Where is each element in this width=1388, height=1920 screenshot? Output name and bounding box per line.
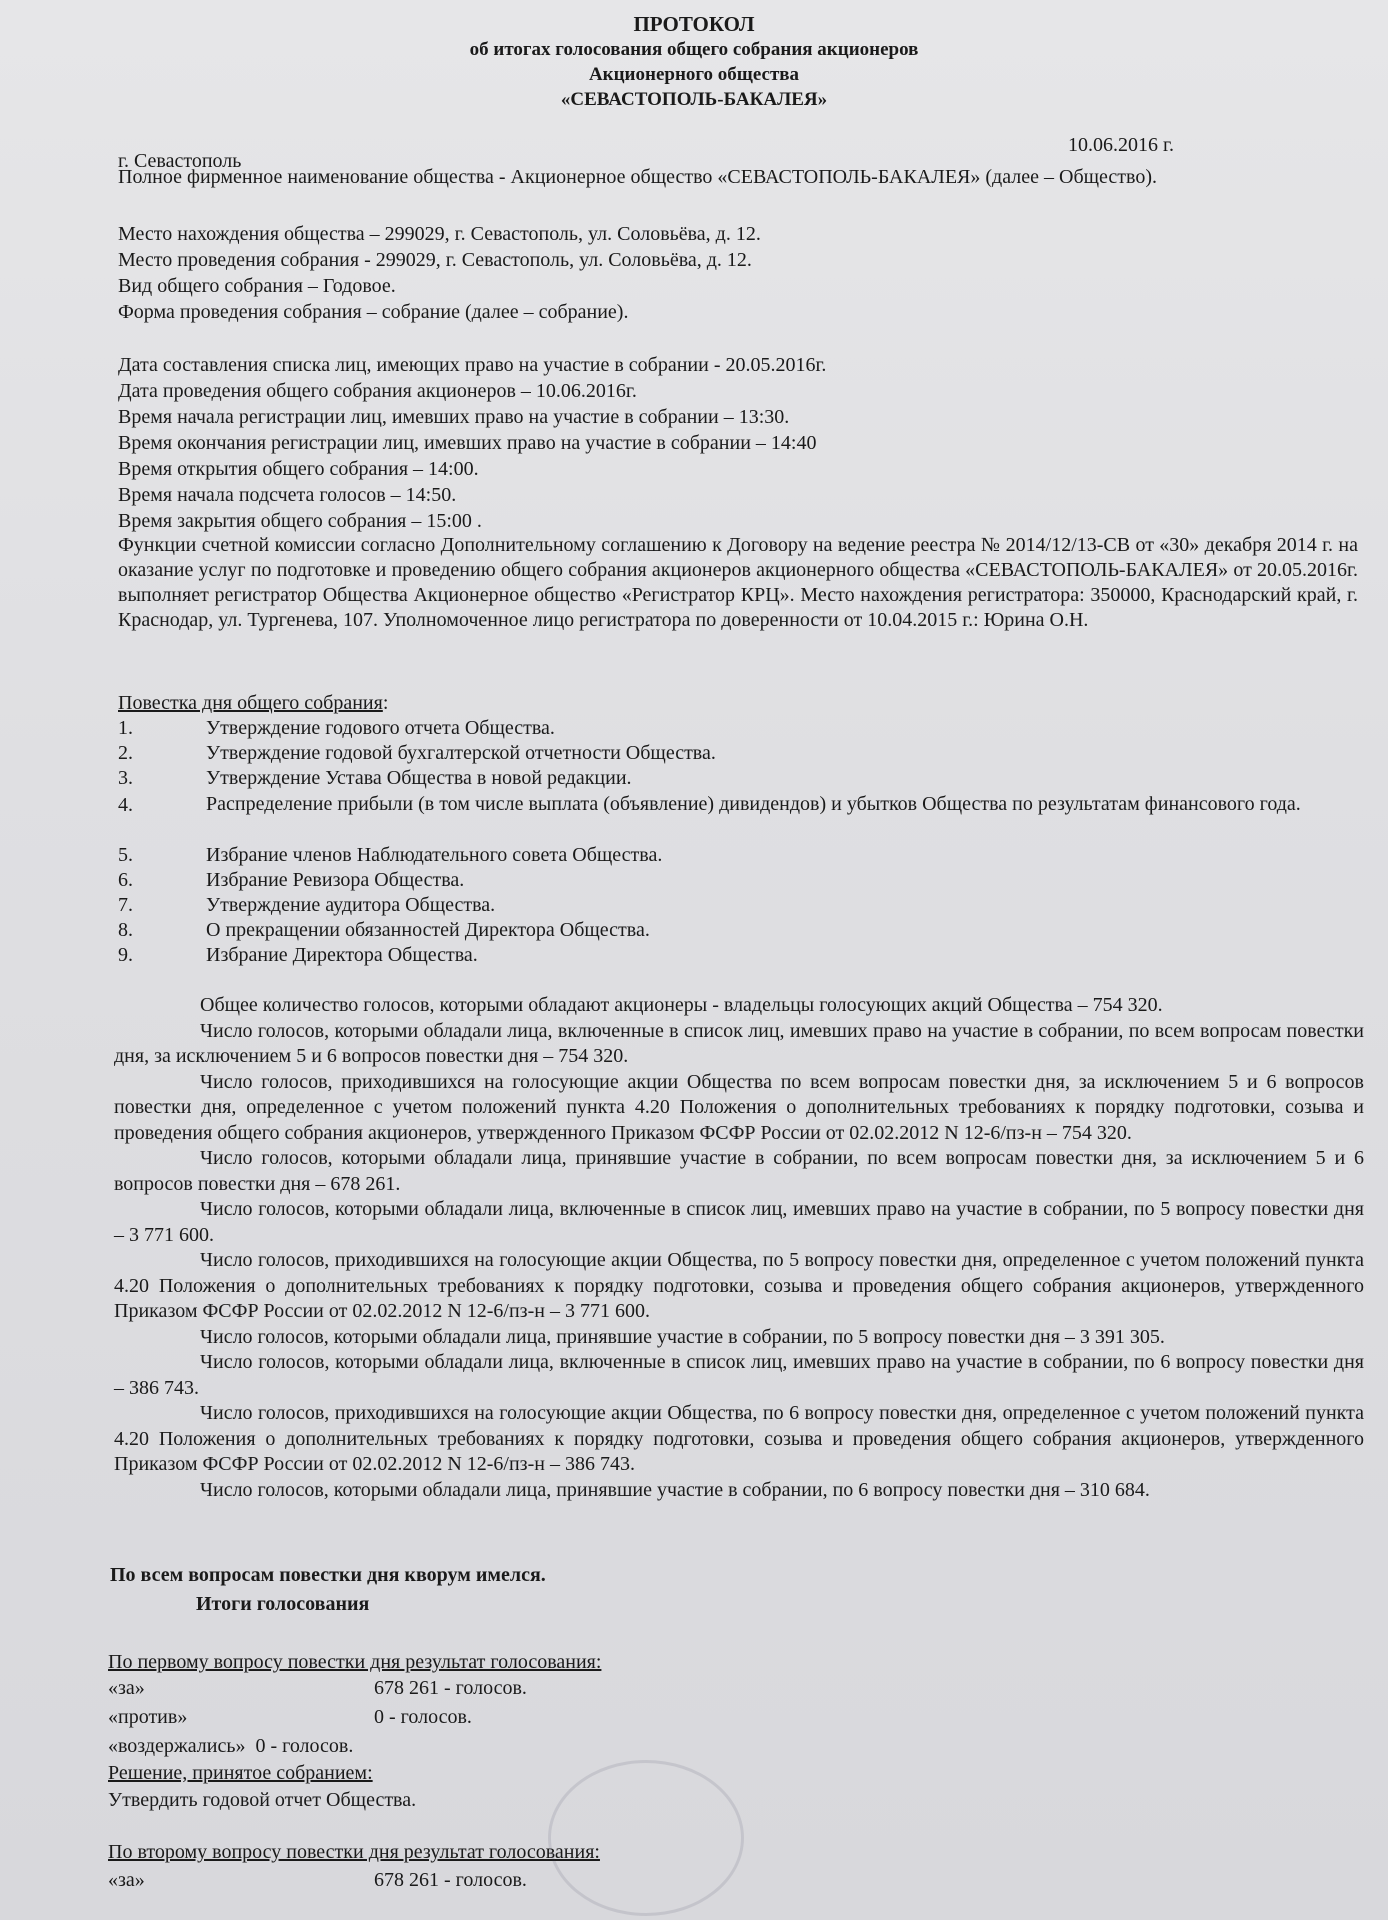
agenda-item-text: Избрание членов Наблюдательного совета Общества. — [206, 844, 663, 866]
agenda-item-number: 6. — [118, 869, 133, 891]
times-line: Время окончания регистрации лиц, имевших право на участие в собрании – 14:40 — [118, 432, 817, 454]
quorum-paragraph: Число голосов, которыми обладали лица, принявшие участие в собрании, по всем вопросам повестки дня, за исключением 5 и 6 вопросов повестки дня – 678 261. — [114, 1147, 1364, 1195]
q1-decision-heading: Решение, принятое собранием: — [108, 1762, 373, 1784]
q2-heading: По второму вопросу повестки дня результат голосования: — [108, 1841, 600, 1863]
q1-for-value: 678 261 - голосов. — [374, 1677, 527, 1699]
agenda-item-number: 2. — [118, 742, 133, 764]
q1-abstain-value: 0 - голосов. — [255, 1735, 354, 1757]
document-subtitle: об итогах голосования общего собрания акционеров — [469, 39, 919, 60]
meeting-form: Форма проведения собрания – собрание (далее – собрание). — [118, 301, 629, 323]
times-line: Время открытия общего собрания – 14:00. — [118, 458, 479, 480]
quorum-paragraph: Общее количество голосов, которыми обладают акционеры - владельцы голосующих акций Общества – 754 320. — [200, 994, 1163, 1016]
quorum-paragraph: Число голосов, которыми обладали лица, включенные в список лиц, имевших право на участие в собрании, по 6 вопросу повестки дня – 386 743. — [114, 1351, 1364, 1399]
company-type: Акционерного общества — [588, 64, 800, 85]
full-company-name: Полное фирменное наименование общества - Акционерное общество «СЕВАСТОПОЛЬ-БАКАЛЕЯ» (далее – Общество). — [118, 166, 1157, 188]
agenda-item-text: Избрание Директора Общества. — [206, 944, 478, 966]
agenda-list — [118, 715, 1368, 975]
q1-for-label: «за» — [108, 1677, 145, 1699]
agenda-heading-text: Повестка дня общего собрания — [118, 692, 383, 714]
faint-stamp-mark — [548, 1760, 744, 1916]
q2-for-label: «за» — [108, 1869, 145, 1891]
agenda-heading — [118, 690, 388, 716]
quorum-paragraph: Число голосов, приходившихся на голосующие акции Общества по всем вопросам повестки дня, за исключением 5 и 6 вопросов повестки дня, определенное с учетом положений пункта 4.20 Положения о дополнительных требованиях к порядку подготовки, созыва и проведения общего собрания акционеров, утвержденного Приказом ФСФР России от 02.02.2012 N 12-6/пз-н – 754 320. — [114, 1070, 1364, 1144]
times-line: Дата составления списка лиц, имеющих право на участие в собрании - 20.05.2016г. — [118, 354, 827, 376]
quorum-paragraph: Число голосов, приходившихся на голосующие акции Общества, по 5 вопросу повестки дня, определенное с учетом положений пункта 4.20 Положения о дополнительных требованиях к порядку подготовки, созыва и проведения общего собрания акционеров, утвержденного Приказом ФСФР России от 02.02.2012 N 12-6/пз-н – 3 771 600. — [114, 1249, 1364, 1322]
agenda-item-text: Избрание Ревизора Общества. — [206, 869, 465, 891]
quorum-paragraph: Число голосов, которыми обладали лица, принявшие участие в собрании, по 6 вопросу повестки дня – 310 684. — [200, 1478, 1150, 1501]
counting-commission-paragraph: Функции счетной комиссии согласно Дополнительному соглашению к Договору на ведение реестра № 2014/12/13-СВ от «30» декабря 2014 г. на оказание услуг по подготовке и проведению общего собрания акционеров акционерного общества «СЕВАСТОПОЛЬ-БАКАЛЕЯ» от 20.05.2016г. выполняет регистратор Общества Акционерное общество «Регистратор КРЦ». Место нахождения регистратора: 350000, Краснодарский край, г. Краснодар, ул. Тургенева, 107. Уполномоченное лицо регистратора по доверенности от 10.04.2015 г.: Юрина О.Н. — [118, 534, 1358, 631]
agenda-item-number: 5. — [118, 844, 133, 866]
quorum-paragraph: Число голосов, которыми обладали лица, включенные в список лиц, имевших право на участие в собрании, по 5 вопросу повестки дня – 3 771 600. — [114, 1198, 1364, 1246]
meeting-type: Вид общего собрания – Годовое. — [118, 275, 396, 297]
quorum-paragraph: Число голосов, которыми обладали лица, включенные в список лиц, имевших право на участие в собрании, по всем вопросам повестки дня, за исключением 5 и 6 вопросов повестки дня – 754 320. — [114, 1019, 1364, 1067]
quorum-paragraph: Число голосов, приходившихся на голосующие акции Общества, по 6 вопросу повестки дня, определенное с учетом положений пункта 4.20 Положения о дополнительных требованиях к порядку подготовки, созыва и проведения общего собрания акционеров, утвержденного Приказом ФСФР России от 02.02.2012 N 12-6/пз-н – 386 743. — [114, 1402, 1364, 1475]
agenda-item-text: Утверждение годового отчета Общества. — [206, 717, 555, 739]
agenda-item-number: 7. — [118, 894, 133, 916]
company-name: «СЕВАСТОПОЛЬ-БАКАЛЕЯ» — [560, 89, 828, 110]
q1-heading: По первому вопросу повестки дня результат голосования: — [108, 1651, 602, 1673]
agenda-item-text: Распределение прибыли (в том числе выплата (объявление) дивидендов) и убытков Общества по результатам финансового года. — [206, 793, 1301, 815]
company-location: Место нахождения общества – 299029, г. Севастополь, ул. Соловьёва, д. 12. — [118, 223, 761, 245]
times-line: Время начала регистрации лиц, имевших право на участие в собрании – 13:30. — [118, 406, 790, 428]
agenda-item-number: 4. — [118, 794, 133, 816]
city: г. Севастополь — [118, 150, 242, 172]
q1-abstain-row — [108, 1732, 353, 1761]
meeting-venue: Место проведения собрания - 299029, г. Севастополь, ул. Соловьёва, д. 12. — [118, 249, 752, 271]
agenda-item-number: 9. — [118, 944, 133, 966]
quorum-paragraph: Число голосов, которыми обладали лица, принявшие участие в собрании, по 5 вопросу повестки дня – 3 391 305. — [200, 1325, 1165, 1348]
document-title: ПРОТОКОЛ — [633, 12, 755, 36]
agenda-item-text: Утверждение годовой бухгалтерской отчетности Общества. — [206, 742, 716, 764]
q1-against-value: 0 - голосов. — [374, 1706, 472, 1728]
agenda-item-text: Утверждение аудитора Общества. — [206, 894, 496, 916]
quorum-section — [114, 993, 1364, 1503]
agenda-item-text: О прекращении обязанностей Директора Общества. — [206, 919, 650, 941]
q1-abstain-label: «воздержались» — [108, 1735, 246, 1757]
q1-against-label: «против» — [108, 1706, 188, 1728]
agenda-item-text: Утверждение Устава Общества в новой редакции. — [206, 767, 632, 789]
agenda-item-number: 1. — [118, 717, 133, 739]
times-line: Время закрытия общего собрания – 15:00 . — [118, 510, 482, 532]
q1-decision-text: Утвердить годовой отчет Общества. — [108, 1789, 417, 1811]
agenda-item-number: 8. — [118, 919, 133, 941]
times-line: Дата проведения общего собрания акционеров – 10.06.2016г. — [118, 380, 637, 402]
times-line: Время начала подсчета голосов – 14:50. — [118, 484, 457, 506]
quorum-statement: По всем вопросам повестки дня кворум имелся. — [110, 1564, 546, 1586]
agenda-heading-colon: : — [382, 692, 389, 714]
q2-for-value: 678 261 - голосов. — [374, 1869, 527, 1891]
document-date: 10.06.2016 г. — [1068, 134, 1174, 156]
results-heading: Итоги голосования — [196, 1593, 370, 1615]
agenda-item-number: 3. — [118, 767, 133, 789]
